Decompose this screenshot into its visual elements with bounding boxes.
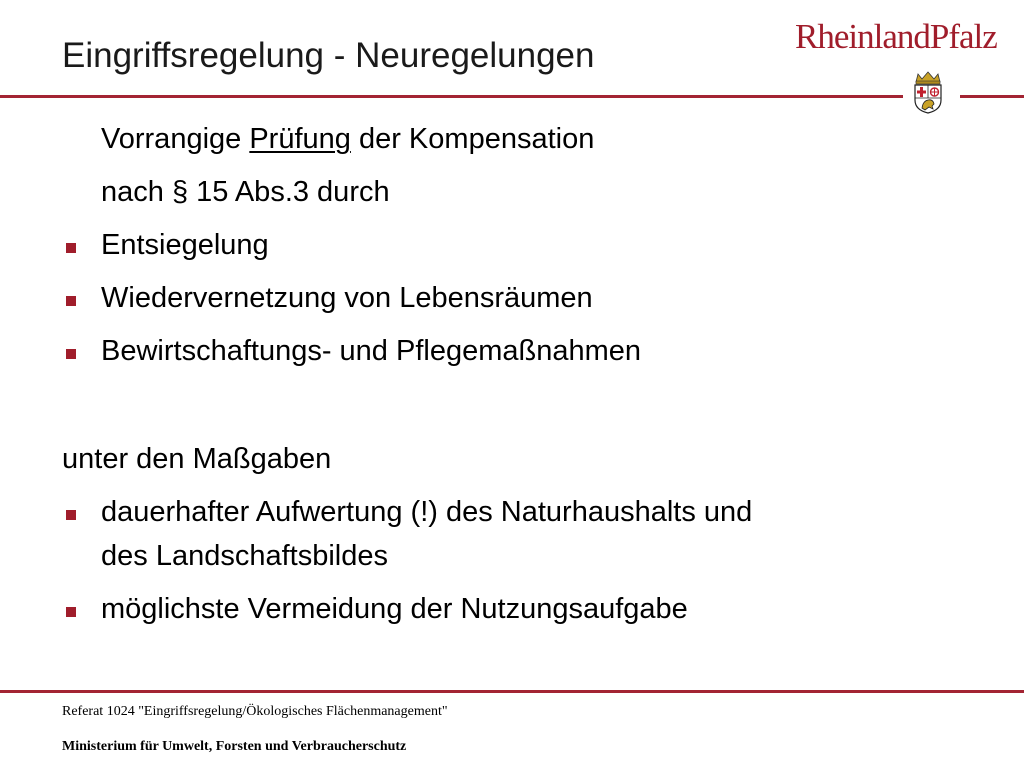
subheading: unter den Maßgaben <box>62 443 332 475</box>
bullet-marker <box>66 607 76 617</box>
intro-line-1 <box>101 121 594 157</box>
slide-title: Eingriffsregelung - Neuregelungen <box>62 36 595 75</box>
footer-ministerium: Ministerium für Umwelt, Forsten und Verbraucherschutz <box>62 739 407 754</box>
list-item: Entsiegelung <box>101 229 269 261</box>
header-divider-right <box>960 95 1024 98</box>
list-item: Wiedervernetzung von Lebensräumen <box>101 282 593 314</box>
list-item-line-1: dauerhafter Aufwertung (!) des Naturhaushalts und <box>101 496 753 528</box>
logo-wordmark: RheinlandPfalz <box>795 17 997 56</box>
intro-line-2: nach § 15 Abs.3 durch <box>101 176 390 208</box>
bullet-marker <box>66 243 76 253</box>
list-item-line-2: des Landschaftsbildes <box>101 540 388 572</box>
bullet-marker <box>66 349 76 359</box>
footer-divider <box>0 690 1024 693</box>
header-divider <box>0 95 903 98</box>
list-item: möglichste Vermeidung der Nutzungsaufgabe <box>101 593 688 625</box>
bullet-marker <box>66 296 76 306</box>
rheinland-pfalz-coat-of-arms-icon <box>912 70 944 114</box>
intro-text-post: der Kompensation <box>350 123 595 155</box>
list-item: Bewirtschaftungs- und Pflegemaßnahmen <box>101 335 642 367</box>
rheinland-pfalz-logo <box>795 14 995 114</box>
intro-text-underlined: Prüfung <box>249 123 351 155</box>
footer-referat: Referat 1024 "Eingriffsregelung/Ökologisches Flächenmanagement" <box>62 704 448 719</box>
bullet-marker <box>66 510 76 520</box>
intro-text-pre: Vorrangige <box>101 123 250 155</box>
